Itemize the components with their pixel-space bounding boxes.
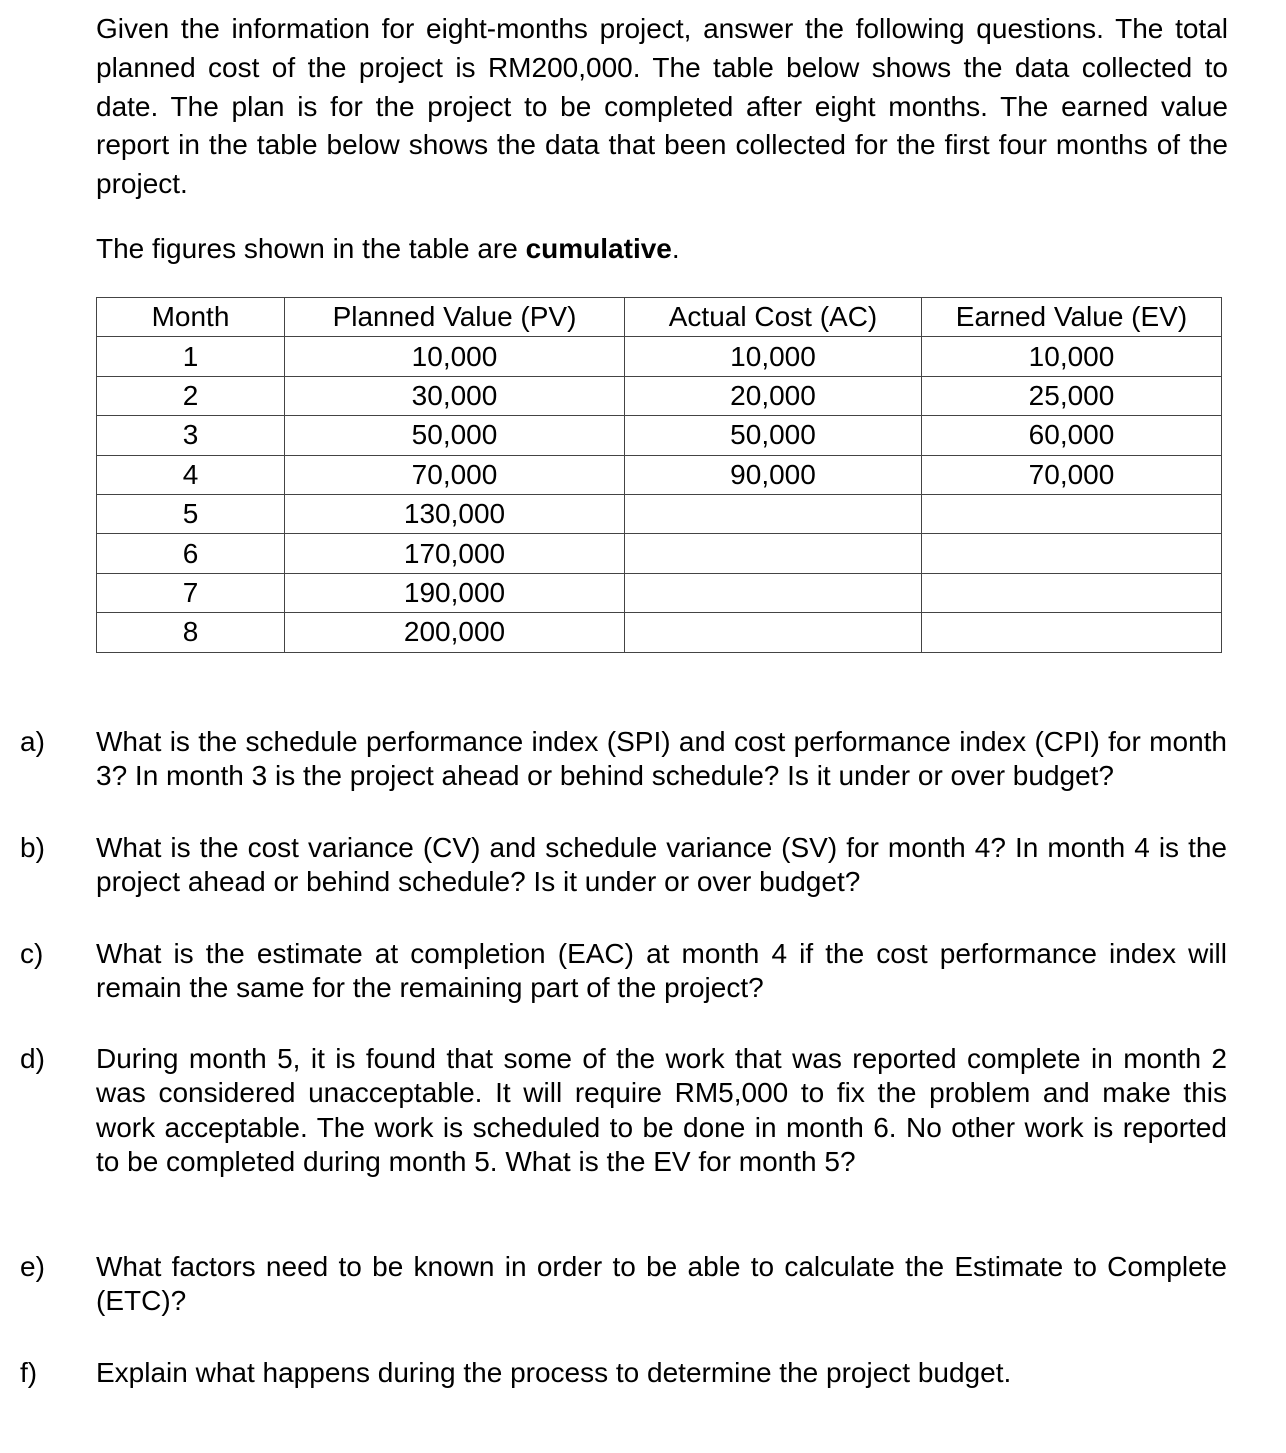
cell-pv: 190,000 bbox=[285, 573, 625, 612]
table-row bbox=[97, 613, 1222, 652]
question-text: What is the cost variance (CV) and schedule variance (SV) for month 4? In month 4 is the project ahead or behind schedule? Is it under or over budget? bbox=[96, 832, 1227, 898]
table-row bbox=[97, 455, 1222, 494]
cell-ac: 20,000 bbox=[625, 376, 922, 415]
table-row bbox=[97, 376, 1222, 415]
cell-pv: 10,000 bbox=[285, 337, 625, 376]
cell-pv: 30,000 bbox=[285, 376, 625, 415]
question-letter: c) bbox=[20, 938, 44, 969]
cell-ev: 10,000 bbox=[922, 337, 1222, 376]
table-row bbox=[97, 416, 1222, 455]
cell-ac: 50,000 bbox=[625, 416, 922, 455]
intro-paragraph: Given the information for eight-months project, answer the following questions. The total planned cost of the project is RM200,000. The table below shows the data collected to date. The plan is for the project to be completed after eight months. The earned value report in the table below shows the data that been collected for the first four months of the project. bbox=[96, 13, 1228, 200]
cell-ev bbox=[922, 573, 1222, 612]
cell-ac bbox=[625, 573, 922, 612]
earned-value-table bbox=[96, 297, 1222, 653]
table-row bbox=[97, 573, 1222, 612]
cell-ev: 60,000 bbox=[922, 416, 1222, 455]
table-body bbox=[97, 337, 1222, 652]
cumulative-note-prefix: The figures shown in the table are bbox=[96, 233, 526, 264]
question-letter: d) bbox=[20, 1043, 45, 1074]
header-month: Month bbox=[97, 298, 285, 337]
cell-month: 5 bbox=[97, 494, 285, 533]
cell-month: 4 bbox=[97, 455, 285, 494]
cell-month: 6 bbox=[97, 534, 285, 573]
header-actual-cost: Actual Cost (AC) bbox=[625, 298, 922, 337]
cell-pv: 170,000 bbox=[285, 534, 625, 573]
cell-pv: 50,000 bbox=[285, 416, 625, 455]
table-row bbox=[97, 337, 1222, 376]
cell-month: 3 bbox=[97, 416, 285, 455]
cell-month: 2 bbox=[97, 376, 285, 415]
question-letter: e) bbox=[20, 1251, 45, 1282]
table-row bbox=[97, 494, 1222, 533]
cell-ac bbox=[625, 613, 922, 652]
table-row bbox=[97, 534, 1222, 573]
question-text: During month 5, it is found that some of the work that was reported complete in month 2 was considered unacceptable. It will require RM5,000 to fix the problem and make this work acceptable. The work is scheduled to be done in month 6. No other work is reported to be completed during month 5. What is the EV for month 5? bbox=[96, 1043, 1227, 1177]
cell-pv: 130,000 bbox=[285, 494, 625, 533]
cumulative-keyword: cumulative bbox=[525, 233, 672, 264]
question-text: What is the estimate at completion (EAC) at month 4 if the cost performance index will remain the same for the remaining part of the project? bbox=[96, 938, 1227, 1004]
cell-ev bbox=[922, 613, 1222, 652]
cell-ac bbox=[625, 494, 922, 533]
header-earned-value: Earned Value (EV) bbox=[922, 298, 1222, 337]
question-text: Explain what happens during the process to determine the project budget. bbox=[96, 1357, 1012, 1388]
cell-ac: 90,000 bbox=[625, 455, 922, 494]
table-header-row bbox=[97, 298, 1222, 337]
cell-ev bbox=[922, 534, 1222, 573]
cell-pv: 70,000 bbox=[285, 455, 625, 494]
cell-month: 8 bbox=[97, 613, 285, 652]
cell-month: 7 bbox=[97, 573, 285, 612]
question-letter: b) bbox=[20, 832, 45, 863]
header-planned-value: Planned Value (PV) bbox=[285, 298, 625, 337]
question-letter: f) bbox=[20, 1357, 38, 1388]
cumulative-note-suffix: . bbox=[671, 233, 680, 264]
cell-ac bbox=[625, 534, 922, 573]
question-letter: a) bbox=[20, 726, 45, 757]
cell-pv: 200,000 bbox=[285, 613, 625, 652]
cell-ac: 10,000 bbox=[625, 337, 922, 376]
cell-ev bbox=[922, 494, 1222, 533]
cell-ev: 25,000 bbox=[922, 376, 1222, 415]
cumulative-note bbox=[96, 230, 680, 268]
cell-ev: 70,000 bbox=[922, 455, 1222, 494]
question-text: What is the schedule performance index (SPI) and cost performance index (CPI) for month 3? In month 3 is the project ahead or behind schedule? Is it under or over budget? bbox=[96, 726, 1227, 792]
question-text: What factors need to be known in order to be able to calculate the Estimate to Complete (ETC)? bbox=[96, 1251, 1227, 1317]
cell-month: 1 bbox=[97, 337, 285, 376]
